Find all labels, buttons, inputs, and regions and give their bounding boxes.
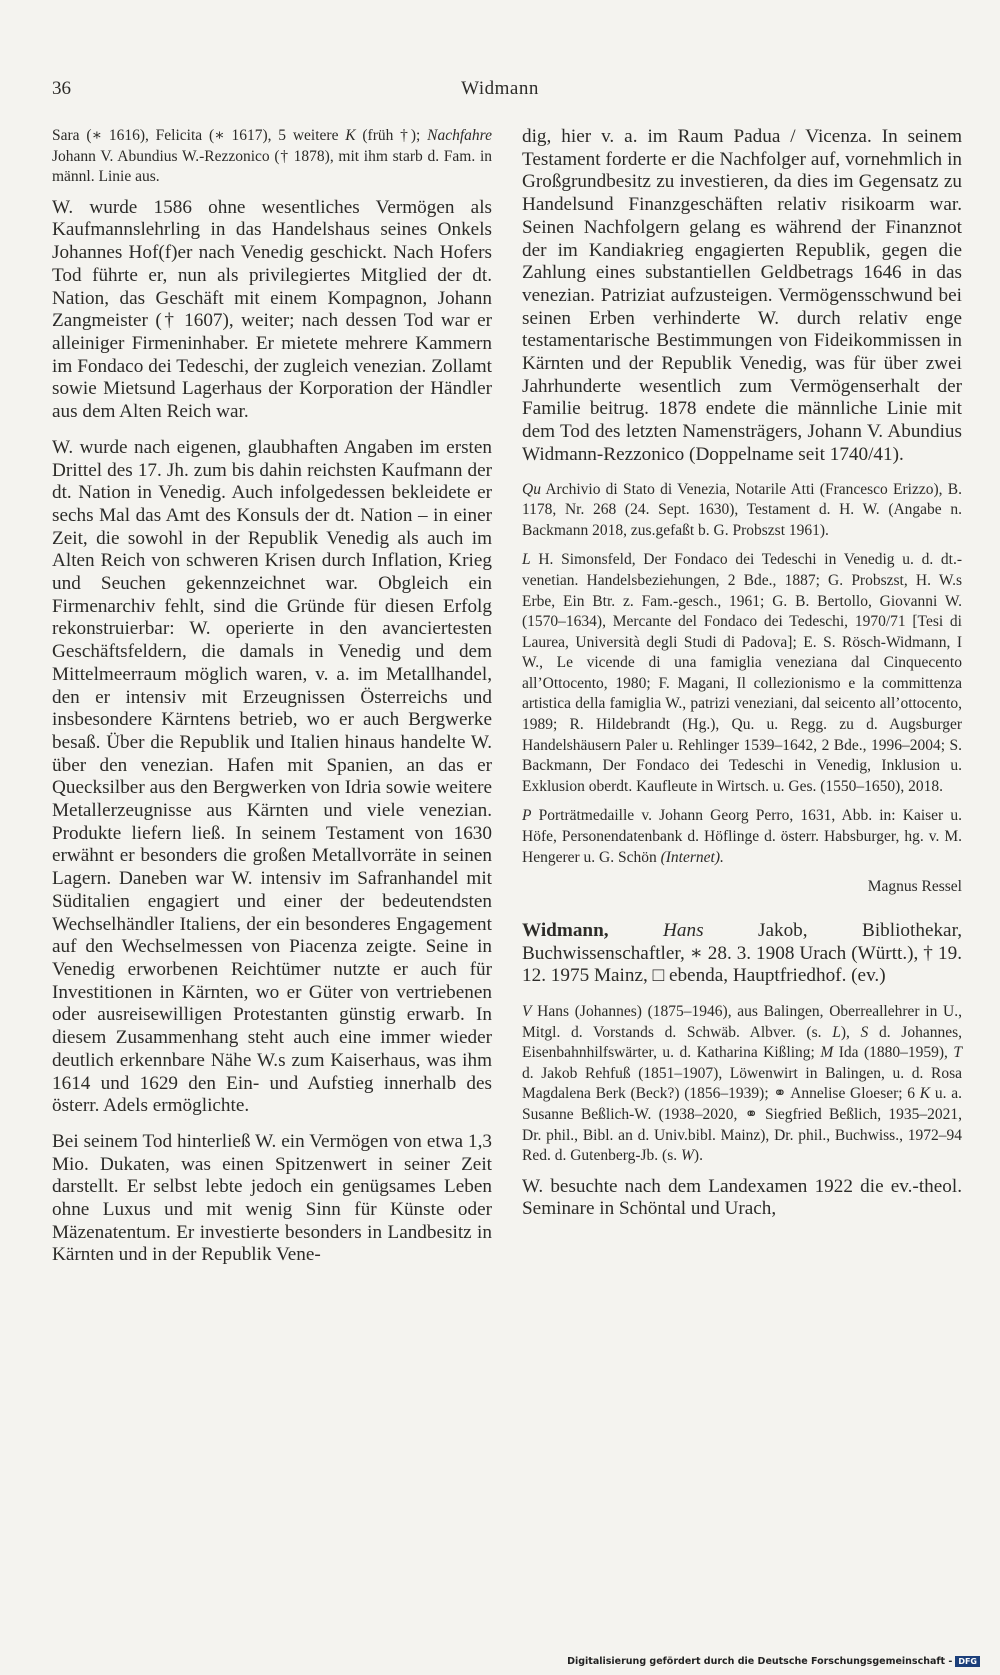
paragraph: Bei seinem Tod hinterließ W. ein Vermögen von etwa 1,3 Mio. Dukaten, was einen Spitzenwert in seiner Zeit darstellt. Er selbst lebte jedoch ein genügsames Leben ohne Luxus und mit wenig Sinn für Künste oder Mäzenatentum. Er investierte besonders in Landbesitz in Kärnten und in der Republik Vene- — [52, 1130, 492, 1266]
left-column — [52, 126, 492, 1280]
literature-note: L H. Simonsfeld, Der Fondaco dei Tedeschi in Venedig u. d. dt.-venetian. Handelsbeziehungen, 2 Bde., 1887; G. Probszst, H. W.s Erbe, Ein Btr. z. Fam.-gesch., 1961; G. B. Bertollo, Giovanni W. (1570–1634), Mercante del Fondaco dei Tedeschi, 1970/71 [Tesi di Laurea, Università degli Studi di Padova]; E. S. Rösch-Widmann, I W., Le vicende di una famiglia veneziana dal Cinquecento all’Ottocento, 1980; F. Magani, Il collezionismo e la committenza artistica della famiglia W., patrizi veneziani, dal seicento all’ottocento, 1989; R. Hildebrandt (Hg.), Qu. u. Regg. zu d. Augsburger Handelshäusern Paler u. Rehlinger 1539–1642, 2 Bde., 1996–2004; S. Backmann, Der Fondaco dei Tedeschi in Venedig, Inklusion u. Exklusion oberdt. Kaufleute in Wirtsch. u. Ges. (1550–1650), 2018. — [522, 551, 962, 795]
running-head: Widmann — [461, 78, 539, 99]
portrait-note: P Porträtmedaille v. Johann Georg Perro, 1631, Abb. in: Kaiser u. Höfe, Personendatenbank d. Höflinge d. österr. Habsburger, hg. v. M. Hengerer u. G. Schön (Internet). — [522, 807, 962, 866]
paragraph: W. wurde nach eigenen, glaubhaften Angaben im ersten Drittel des 17. Jh. zum bis dahin reichsten Kaufmann der dt. Nation in Venedig. Auch infolgedessen bekleidete er sechs Mal das Amt des Konsuls der dt. Nation – in einer Zeit, die sowohl in der Republik Venedig als auch im Alten Reich von schweren Krisen durch Inflation, Krieg und Seuchen gekennzeichnet war. Obgleich ein Firmenarchiv fehlt, sind die Gründe für diesen Erfolg rekonstruierbar: W. operierte in den avanciertesten Geschäftsfeldern, die damals in Venedig und dem Mittelmeerraum möglich waren, v. a. im Metallhandel, den er intensiv mit Erzeugnissen Österreichs und insbesondere Kärntens betrieb, wo er auch Bergwerke besaß. Über die Republik und Italien hinaus handelte W. über den venezian. Hafen mit Spanien, an das er Quecksilber aus den Bergwerken von Idria sowie weitere Metallerzeugnisse aus Kärnten und viele venezian. Produkte liefern ließ. In seinem Testament von 1630 erwähnt er besonders die großen Metallvorräte in seinen Lagern. Daneben war W. intensiv im Safranhandel mit Süditalien engagiert und einer der bedeutendsten Wechselhändler Italiens, der ein besonderes Engagement auf den Wechselmessen von Piacenza zeigte. Seine in Venedig erworbenen Reichtümer nutzte er auch für Investitionen in Kärnten, wo er Güter von vertriebenen oder ausreisewilligen Protestanten günstig erwarb. In diesem Zusammenhang steht auch eine immer wieder deutlich erkennbare Nähe W.s zum Kaiserhaus, was ihm 1614 und 1629 den Ein- und Aufstieg innerhalb des österr. Adels ermöglichte. — [52, 436, 492, 1117]
paragraph: W. besuchte nach dem Landexamen 1922 die ev.-theol. Seminare in Schöntal und Urach, — [522, 1175, 962, 1220]
digitization-footer: Digitalisierung gefördert durch die Deutsche Forschungsgemeinschaft - DFG — [567, 1656, 980, 1667]
paragraph: W. wurde 1586 ohne wesentliches Vermögen als Kaufmannslehrling in das Handelshaus seines Onkels Johannes Hof(f)er nach Venedig geschickt. Nach Hofers Tod führte er, nun als privilegiertes Mitglied der dt. Nation, das Geschäft mit einem Kompagnon, Johann Zangmeister († 1607), weiter; nach dessen Tod war er alleiniger Firmeninhaber. Er mietete mehrere Kammern im Fondaco dei Tedeschi, der zugleich venezian. Zollamt sowie Mietsund Lagerhaus der Korporation der Händler aus dem Alten Reich war. — [52, 196, 492, 423]
article-author: Magnus Ressel — [867, 878, 962, 896]
paragraph: dig, hier v. a. im Raum Padua / Vicenza. In seinem Testament forderte er die Nachfolger auf, vornehmlich in Großgrundbesitz zu investieren, da dies im Gegensatz zu Handelsund Finanzgeschäften relativ risikoarm war. Seinen Nachfolgern gelang es während der Finanznot der im Kandiakrieg engagierten Republik, gegen die Zahlung eines substantiellen Geldbetrags 1646 in das venezian. Patriziat aufzusteigen. Vermögensschwund bei seinen Erben verhinderte W. durch relativ enge testamentarische Bestimmungen von Fideikommissen in Kärnten und der Republik Venedig, was für über zwei Jahrhunderte wesentlich zum Vermögenserhalt der Familie beitrug. 1878 endete die männliche Linie mit dem Tod des letzten Namensträgers, Johann V. Abundius Widmann-Rezzonico (Doppelname seit 1740/41). — [522, 126, 962, 465]
family-note: V Hans (Johannes) (1875–1946), aus Balingen, Oberreallehrer in U., Mitgl. d. Vorstands d. Schwäb. Albver. (s. L), S d. Johannes, Eisenbahnhilfswärter, u. d. Katharina Kißling; M Ida (1880–1959), T d. Jakob Rehfuß (1851–1907), Löwenwirt in Balingen, u. d. Rosa Magdalena Berk (Beck?) (1856–1939); ⚭ Annelise Gloeser; 6 K u. a. Susanne Beßlich-W. (1938–2020, ⚭ Siegfried Beßlich, 1935–2021, Dr. phil., Bibl. an d. Univ.bibl. Mainz), Dr. phil., Buchwiss., 1972–94 Red. d. Gutenberg-Jb. (s. W). — [522, 1002, 962, 1165]
family-note-continued: Sara (∗ 1616), Felicita (∗ 1617), 5 weitere K (früh †); Nachfahre Johann V. Abundius W.-Rezzonico († 1878), mit ihm starb d. Fam. in männl. Linie aus. — [52, 127, 492, 186]
sources-note: Qu Archivio di Stato di Venezia, Notarile Atti (Francesco Erizzo), B. 1178, Nr. 268 (24. Sept. 1630), Testament d. H. W. (Angabe n. Backmann 2018, zus.gefaßt b. G. Probszst 1961). — [522, 480, 962, 539]
right-column — [522, 126, 962, 1234]
page-number: 36 — [52, 78, 71, 99]
entry-heading: Widmann, Hans Jakob, Bibliothekar, Buchwissenschaftler, ∗ 28. 3. 1908 Urach (Württ.), † 19. 12. 1975 Mainz, □ ebenda, Hauptfriedhof. (ev.) — [522, 919, 962, 987]
dfg-logo: DFG — [955, 1656, 980, 1667]
